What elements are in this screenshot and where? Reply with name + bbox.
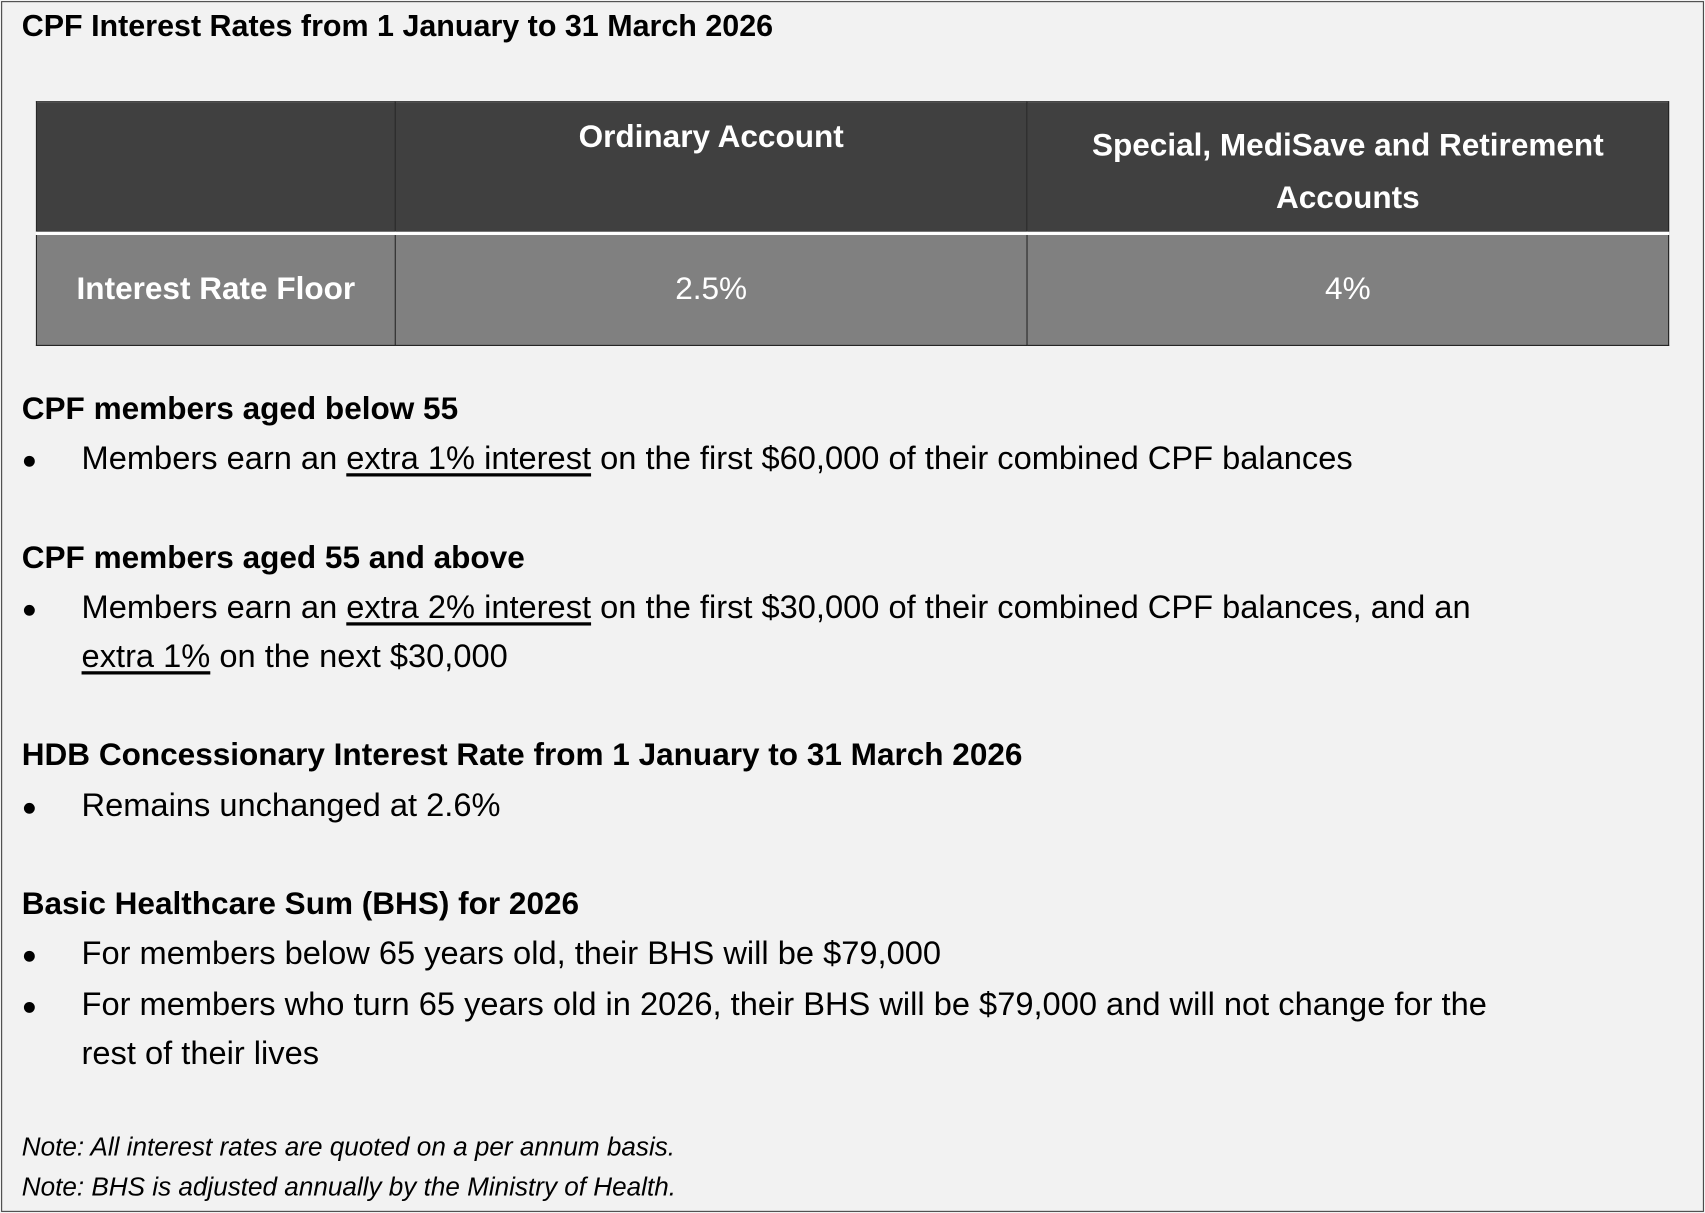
interest-rate-table bbox=[36, 101, 1669, 346]
bullet-text bbox=[82, 590, 1471, 627]
bullet-text bbox=[82, 441, 1353, 478]
bullet-text: For members below 65 years old, their BHS will be $79,000 bbox=[81, 935, 942, 972]
text: on the first $60,000 of their combined CPF balances bbox=[591, 440, 1353, 477]
table-header-ordinary: Ordinary Account bbox=[395, 102, 1027, 234]
table-header-empty bbox=[36, 102, 395, 234]
underlined-text: extra 1% bbox=[81, 638, 211, 675]
bullet-text-cont: rest of their lives bbox=[81, 1035, 320, 1072]
underlined-text: extra 1% interest bbox=[346, 440, 592, 477]
section-heading: HDB Concessionary Interest Rate from 1 January to 31 March 2026 bbox=[21, 737, 1023, 773]
row-label: Interest Rate Floor bbox=[36, 233, 395, 345]
underlined-text: extra 2% interest bbox=[346, 589, 592, 626]
section-heading: CPF members aged 55 and above bbox=[21, 540, 525, 576]
text: Members earn an bbox=[81, 440, 347, 477]
note: Note: BHS is adjusted annually by the Ministry of Health. bbox=[21, 1172, 676, 1203]
bullet-icon bbox=[24, 605, 35, 616]
table-header-sma-ra: Special, MediSave and Retirement Accounts bbox=[1027, 102, 1669, 234]
bullet-text-cont bbox=[82, 639, 508, 676]
page-title: CPF Interest Rates from 1 January to 31 March 2026 bbox=[21, 8, 774, 43]
text: on the first $30,000 of their combined CPF balances, and an bbox=[591, 589, 1471, 626]
table-row bbox=[36, 233, 1668, 345]
sma-ra-rate: 4% bbox=[1027, 233, 1669, 345]
ordinary-rate: 2.5% bbox=[395, 233, 1027, 345]
bullet-text: Remains unchanged at 2.6% bbox=[81, 787, 501, 824]
text: Members earn an bbox=[81, 589, 347, 626]
bullet-icon bbox=[24, 951, 35, 962]
section-heading: CPF members aged below 55 bbox=[21, 391, 459, 427]
table-header-row bbox=[36, 102, 1668, 234]
bullet-icon bbox=[24, 456, 35, 467]
text: on the next $30,000 bbox=[210, 638, 508, 675]
bullet-icon bbox=[24, 1002, 35, 1013]
bullet-icon bbox=[24, 803, 35, 814]
note: Note: All interest rates are quoted on a per annum basis. bbox=[21, 1132, 676, 1162]
bullet-text: For members who turn 65 years old in 2026, their BHS will be $79,000 and will not change for the bbox=[81, 986, 1487, 1023]
section-heading: Basic Healthcare Sum (BHS) for 2026 bbox=[21, 886, 580, 922]
